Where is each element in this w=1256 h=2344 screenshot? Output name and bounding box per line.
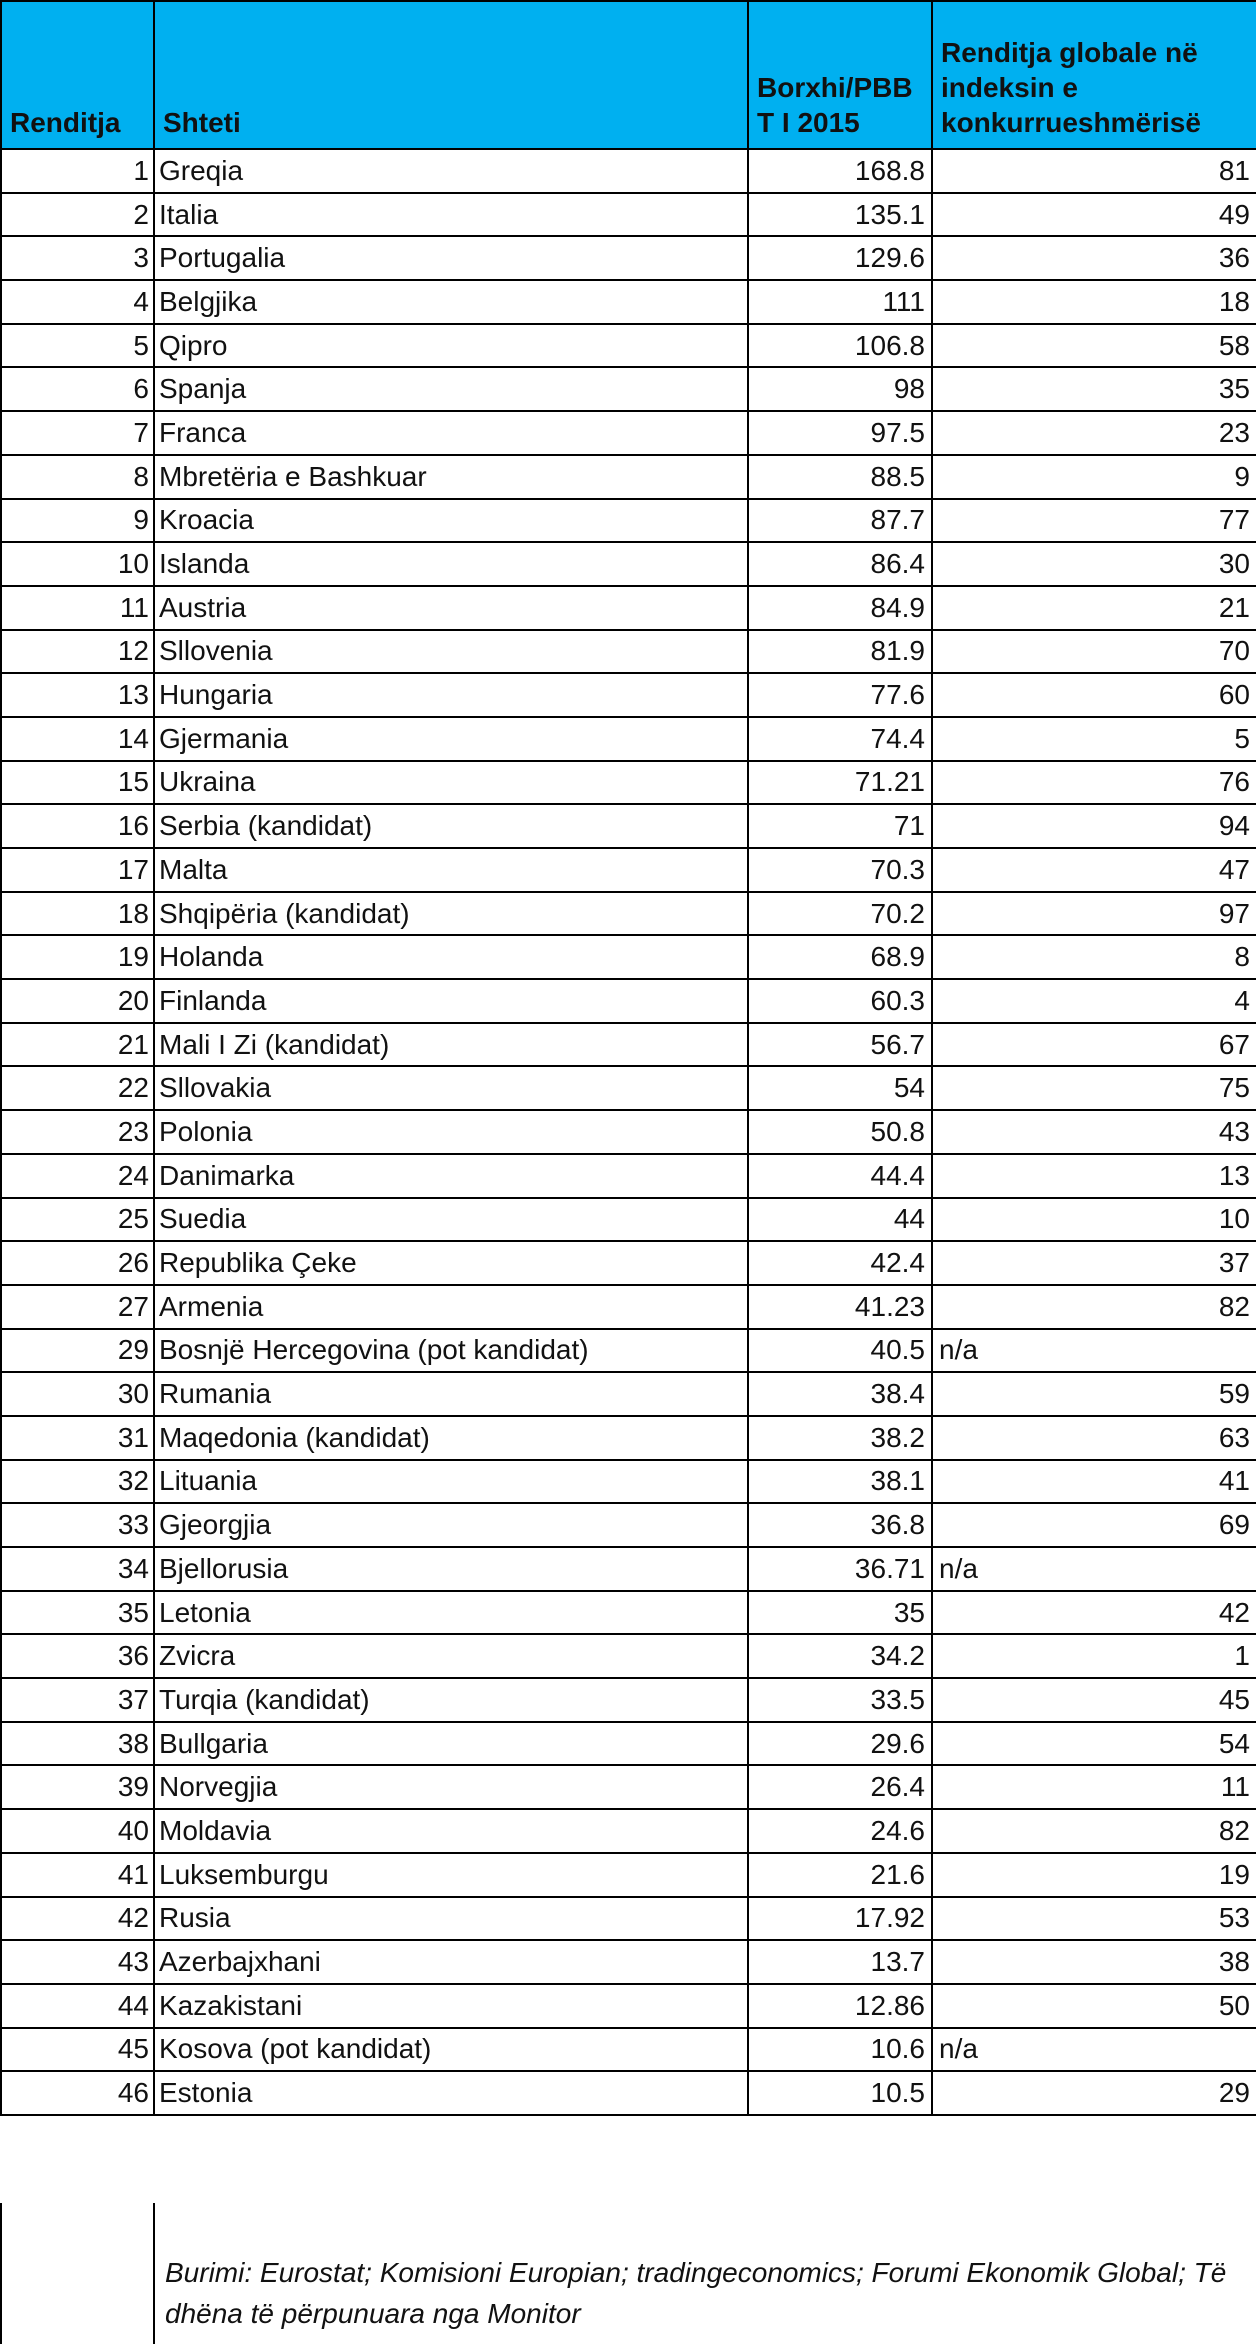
competitiveness-cell[interactable]: 5: [932, 717, 1256, 761]
country-cell[interactable]: Maqedonia (kandidat): [154, 1416, 748, 1460]
table-row: [1, 1285, 1256, 1329]
table-row: [1, 1897, 1256, 1941]
rank-cell[interactable]: 3: [1, 236, 154, 280]
rank-cell[interactable]: 22: [1, 1066, 154, 1110]
country-cell[interactable]: Gjeorgjia: [154, 1503, 748, 1547]
debt-gdp-cell[interactable]: 17.92: [748, 1897, 932, 1941]
competitiveness-cell[interactable]: 82: [932, 1809, 1256, 1853]
competitiveness-cell[interactable]: 11: [932, 1765, 1256, 1809]
competitiveness-cell[interactable]: 18: [932, 280, 1256, 324]
competitiveness-cell[interactable]: 19: [932, 1853, 1256, 1897]
debt-gdp-cell[interactable]: 10.6: [748, 2028, 932, 2072]
debt-gdp-cell[interactable]: 24.6: [748, 1809, 932, 1853]
table-row: [1, 324, 1256, 368]
rank-cell[interactable]: 44: [1, 1984, 154, 2028]
debt-gdp-cell[interactable]: 111: [748, 280, 932, 324]
table-row: [1, 1547, 1256, 1591]
competitiveness-cell[interactable]: 47: [932, 848, 1256, 892]
country-cell[interactable]: Belgjika: [154, 280, 748, 324]
table-row: [1, 1591, 1256, 1635]
table-row: [1, 499, 1256, 543]
debt-gdp-cell[interactable]: 36.71: [748, 1547, 932, 1591]
rank-cell[interactable]: 27: [1, 1285, 154, 1329]
country-cell[interactable]: Kosova (pot kandidat): [154, 2028, 748, 2072]
rank-cell[interactable]: 43: [1, 1940, 154, 1984]
rank-cell[interactable]: 36: [1, 1634, 154, 1678]
competitiveness-cell[interactable]: n/a: [932, 1547, 1256, 1591]
rank-cell[interactable]: 11: [1, 586, 154, 630]
competitiveness-cell[interactable]: 76: [932, 761, 1256, 805]
country-cell[interactable]: Finlanda: [154, 979, 748, 1023]
rank-cell[interactable]: 19: [1, 935, 154, 979]
competitiveness-cell[interactable]: n/a: [932, 1329, 1256, 1373]
debt-gdp-cell[interactable]: 44: [748, 1198, 932, 1242]
country-cell[interactable]: Kroacia: [154, 499, 748, 543]
country-cell[interactable]: Bosnjë Hercegovina (pot kandidat): [154, 1329, 748, 1373]
debt-gdp-cell[interactable]: 13.7: [748, 1940, 932, 1984]
country-cell[interactable]: Republika Çeke: [154, 1241, 748, 1285]
table-row: [1, 804, 1256, 848]
rank-cell[interactable]: 37: [1, 1678, 154, 1722]
rank-cell[interactable]: 41: [1, 1853, 154, 1897]
table-row: [1, 455, 1256, 499]
table-row: [1, 149, 1256, 193]
country-cell[interactable]: Qipro: [154, 324, 748, 368]
debt-gdp-cell[interactable]: 129.6: [748, 236, 932, 280]
table-row: [1, 1329, 1256, 1373]
debt-gdp-cell[interactable]: 106.8: [748, 324, 932, 368]
competitiveness-cell[interactable]: 30: [932, 542, 1256, 586]
country-cell[interactable]: Austria: [154, 586, 748, 630]
country-cell[interactable]: Portugalia: [154, 236, 748, 280]
competitiveness-cell[interactable]: 4: [932, 979, 1256, 1023]
competitiveness-cell[interactable]: 94: [932, 804, 1256, 848]
country-cell[interactable]: Rusia: [154, 1897, 748, 1941]
country-cell[interactable]: Rumania: [154, 1372, 748, 1416]
header-row: [1, 1, 1256, 149]
table-row: [1, 1110, 1256, 1154]
competitiveness-cell[interactable]: 53: [932, 1897, 1256, 1941]
rank-cell[interactable]: 30: [1, 1372, 154, 1416]
competitiveness-cell[interactable]: 45: [932, 1678, 1256, 1722]
competitiveness-cell[interactable]: 38: [932, 1940, 1256, 1984]
table-row: [1, 892, 1256, 936]
table-row: [1, 630, 1256, 674]
competitiveness-cell[interactable]: 42: [932, 1591, 1256, 1635]
competitiveness-cell[interactable]: 58: [932, 324, 1256, 368]
rank-cell[interactable]: 12: [1, 630, 154, 674]
competitiveness-cell[interactable]: 54: [932, 1722, 1256, 1766]
table-row: [1, 717, 1256, 761]
table-row: [1, 979, 1256, 1023]
competitiveness-cell[interactable]: 23: [932, 411, 1256, 455]
country-cell[interactable]: Hungaria: [154, 673, 748, 717]
table-row: [1, 367, 1256, 411]
debt-gdp-cell[interactable]: 40.5: [748, 1329, 932, 1373]
country-cell[interactable]: Serbia (kandidat): [154, 804, 748, 848]
competitiveness-cell[interactable]: 1: [932, 1634, 1256, 1678]
rank-cell[interactable]: 38: [1, 1722, 154, 1766]
debt-gdp-cell[interactable]: 77.6: [748, 673, 932, 717]
competitiveness-cell[interactable]: 8: [932, 935, 1256, 979]
country-cell[interactable]: Suedia: [154, 1198, 748, 1242]
country-cell[interactable]: Zvicra: [154, 1634, 748, 1678]
competitiveness-cell[interactable]: 60: [932, 673, 1256, 717]
footer-note-cell[interactable]: [153, 2203, 1256, 2344]
source-footer: [0, 2203, 1256, 2344]
debt-gdp-cell[interactable]: 35: [748, 1591, 932, 1635]
country-cell[interactable]: Armenia: [154, 1285, 748, 1329]
debt-gdp-cell[interactable]: 50.8: [748, 1110, 932, 1154]
table-row: [1, 2071, 1256, 2115]
country-cell[interactable]: Sllovenia: [154, 630, 748, 674]
source-note: Burimi: Eurostat; Komisioni Europian; tradingeconomics; Forumi Ekonomik Global; Të dhëna të përpunuara nga Monitor: [165, 2257, 1227, 2329]
competitiveness-cell[interactable]: 63: [932, 1416, 1256, 1460]
competitiveness-cell[interactable]: 9: [932, 455, 1256, 499]
table-row: [1, 411, 1256, 455]
country-cell[interactable]: Holanda: [154, 935, 748, 979]
debt-gdp-cell[interactable]: 70.3: [748, 848, 932, 892]
country-cell[interactable]: Franca: [154, 411, 748, 455]
competitiveness-cell[interactable]: 69: [932, 1503, 1256, 1547]
debt-gdp-cell[interactable]: 86.4: [748, 542, 932, 586]
debt-gdp-cell[interactable]: 36.8: [748, 1503, 932, 1547]
country-cell[interactable]: Lituania: [154, 1460, 748, 1504]
debt-gdp-cell[interactable]: 56.7: [748, 1023, 932, 1067]
table-row: [1, 1503, 1256, 1547]
country-cell[interactable]: Danimarka: [154, 1154, 748, 1198]
rank-cell[interactable]: 25: [1, 1198, 154, 1242]
country-cell[interactable]: Bjellorusia: [154, 1547, 748, 1591]
competitiveness-cell[interactable]: 29: [932, 2071, 1256, 2115]
competitiveness-cell[interactable]: 43: [932, 1110, 1256, 1154]
table-row: [1, 935, 1256, 979]
footer-empty-cell[interactable]: [0, 2203, 153, 2344]
table-row: [1, 1984, 1256, 2028]
rank-cell[interactable]: 15: [1, 761, 154, 805]
debt-gdp-cell[interactable]: 10.5: [748, 2071, 932, 2115]
table-row: [1, 1023, 1256, 1067]
debt-gdp-cell[interactable]: 29.6: [748, 1722, 932, 1766]
rank-cell[interactable]: 39: [1, 1765, 154, 1809]
country-cell[interactable]: Gjermania: [154, 717, 748, 761]
debt-gdp-cell[interactable]: 74.4: [748, 717, 932, 761]
country-cell[interactable]: Norvegjia: [154, 1765, 748, 1809]
rank-cell[interactable]: 4: [1, 280, 154, 324]
country-cell[interactable]: Mbretëria e Bashkuar: [154, 455, 748, 499]
debt-gdp-cell[interactable]: 84.9: [748, 586, 932, 630]
debt-gdp-cell[interactable]: 44.4: [748, 1154, 932, 1198]
debt-gdp-cell[interactable]: 168.8: [748, 149, 932, 193]
country-cell[interactable]: Sllovakia: [154, 1066, 748, 1110]
country-cell[interactable]: Greqia: [154, 149, 748, 193]
rank-cell[interactable]: 6: [1, 367, 154, 411]
debt-gdp-cell[interactable]: 33.5: [748, 1678, 932, 1722]
debt-gdp-cell[interactable]: 42.4: [748, 1241, 932, 1285]
rank-cell[interactable]: 23: [1, 1110, 154, 1154]
country-cell[interactable]: Moldavia: [154, 1809, 748, 1853]
competitiveness-cell[interactable]: 21: [932, 586, 1256, 630]
table-row: [1, 586, 1256, 630]
country-cell[interactable]: Bullgaria: [154, 1722, 748, 1766]
debt-gdp-cell[interactable]: 38.4: [748, 1372, 932, 1416]
competitiveness-cell[interactable]: 41: [932, 1460, 1256, 1504]
rank-cell[interactable]: 35: [1, 1591, 154, 1635]
rank-cell[interactable]: 20: [1, 979, 154, 1023]
table-row: [1, 2028, 1256, 2072]
country-cell[interactable]: Kazakistani: [154, 1984, 748, 2028]
competitiveness-cell[interactable]: 49: [932, 193, 1256, 237]
competitiveness-cell[interactable]: 70: [932, 630, 1256, 674]
table-row: [1, 1154, 1256, 1198]
rank-cell[interactable]: 9: [1, 499, 154, 543]
table-row: [1, 848, 1256, 892]
table-row: [1, 193, 1256, 237]
debt-gdp-cell[interactable]: 38.2: [748, 1416, 932, 1460]
country-cell[interactable]: Spanja: [154, 367, 748, 411]
debt-gdp-cell[interactable]: 81.9: [748, 630, 932, 674]
competitiveness-cell[interactable]: 59: [932, 1372, 1256, 1416]
table-body: [1, 149, 1256, 2115]
table-row: [1, 236, 1256, 280]
competitiveness-cell[interactable]: 82: [932, 1285, 1256, 1329]
table-row: [1, 1460, 1256, 1504]
table-row: [1, 1765, 1256, 1809]
rank-cell[interactable]: 33: [1, 1503, 154, 1547]
rank-cell[interactable]: 16: [1, 804, 154, 848]
country-cell[interactable]: Azerbajxhani: [154, 1940, 748, 1984]
country-cell[interactable]: Ukraina: [154, 761, 748, 805]
table-row: [1, 1066, 1256, 1110]
table-row: [1, 1678, 1256, 1722]
table-row: [1, 673, 1256, 717]
header-competitiveness-rank[interactable]: Renditja globale në indeksin e konkurrueshmërisë: [932, 1, 1256, 149]
table-row: [1, 761, 1256, 805]
table-row: [1, 1940, 1256, 1984]
header-country[interactable]: Shteti: [154, 1, 748, 149]
competitiveness-cell[interactable]: 36: [932, 236, 1256, 280]
rank-cell[interactable]: 31: [1, 1416, 154, 1460]
rank-cell[interactable]: 17: [1, 848, 154, 892]
rank-cell[interactable]: 18: [1, 892, 154, 936]
debt-gdp-cell[interactable]: 71: [748, 804, 932, 848]
rank-cell[interactable]: 7: [1, 411, 154, 455]
rank-cell[interactable]: 8: [1, 455, 154, 499]
rank-cell[interactable]: 1: [1, 149, 154, 193]
competitiveness-cell[interactable]: 97: [932, 892, 1256, 936]
rank-cell[interactable]: 5: [1, 324, 154, 368]
table-row: [1, 1853, 1256, 1897]
competitiveness-cell[interactable]: 50: [932, 1984, 1256, 2028]
rank-cell[interactable]: 13: [1, 673, 154, 717]
country-cell[interactable]: Luksemburgu: [154, 1853, 748, 1897]
debt-gdp-cell[interactable]: 12.86: [748, 1984, 932, 2028]
debt-gdp-cell[interactable]: 54: [748, 1066, 932, 1110]
debt-gdp-cell[interactable]: 97.5: [748, 411, 932, 455]
competitiveness-cell[interactable]: 81: [932, 149, 1256, 193]
rank-cell[interactable]: 14: [1, 717, 154, 761]
debt-gdp-cell[interactable]: 38.1: [748, 1460, 932, 1504]
country-cell[interactable]: Italia: [154, 193, 748, 237]
competitiveness-cell[interactable]: 67: [932, 1023, 1256, 1067]
country-cell[interactable]: Malta: [154, 848, 748, 892]
rank-cell[interactable]: 34: [1, 1547, 154, 1591]
country-cell[interactable]: Islanda: [154, 542, 748, 586]
debt-gdp-cell[interactable]: 41.23: [748, 1285, 932, 1329]
country-cell[interactable]: Mali I Zi (kandidat): [154, 1023, 748, 1067]
table-row: [1, 1372, 1256, 1416]
debt-gdp-cell[interactable]: 26.4: [748, 1765, 932, 1809]
rank-cell[interactable]: 26: [1, 1241, 154, 1285]
competitiveness-cell[interactable]: 75: [932, 1066, 1256, 1110]
debt-gdp-cell[interactable]: 21.6: [748, 1853, 932, 1897]
debt-gdp-cell[interactable]: 68.9: [748, 935, 932, 979]
competitiveness-cell[interactable]: n/a: [932, 2028, 1256, 2072]
competitiveness-cell[interactable]: 35: [932, 367, 1256, 411]
rank-cell[interactable]: 29: [1, 1329, 154, 1373]
table-row: [1, 542, 1256, 586]
country-cell[interactable]: Letonia: [154, 1591, 748, 1635]
table-row: [1, 1198, 1256, 1242]
rank-cell[interactable]: 32: [1, 1460, 154, 1504]
header-rank[interactable]: Renditja: [1, 1, 154, 149]
table-row: [1, 1416, 1256, 1460]
debt-gdp-cell[interactable]: 87.7: [748, 499, 932, 543]
debt-gdp-cell[interactable]: 34.2: [748, 1634, 932, 1678]
debt-gdp-cell[interactable]: 70.2: [748, 892, 932, 936]
rank-cell[interactable]: 2: [1, 193, 154, 237]
table-row: [1, 1809, 1256, 1853]
rank-cell[interactable]: 42: [1, 1897, 154, 1941]
competitiveness-cell[interactable]: 10: [932, 1198, 1256, 1242]
table-row: [1, 1634, 1256, 1678]
country-cell[interactable]: Turqia (kandidat): [154, 1678, 748, 1722]
rank-cell[interactable]: 10: [1, 542, 154, 586]
rank-cell[interactable]: 40: [1, 1809, 154, 1853]
header-debt-gdp[interactable]: Borxhi/PBB T I 2015: [748, 1, 932, 149]
competitiveness-cell[interactable]: 37: [932, 1241, 1256, 1285]
table-row: [1, 280, 1256, 324]
debt-gdp-cell[interactable]: 98: [748, 367, 932, 411]
debt-gdp-cell[interactable]: 135.1: [748, 193, 932, 237]
table-row: [1, 1241, 1256, 1285]
country-cell[interactable]: Shqipëria (kandidat): [154, 892, 748, 936]
rank-cell[interactable]: 45: [1, 2028, 154, 2072]
rank-cell[interactable]: 46: [1, 2071, 154, 2115]
competitiveness-cell[interactable]: 77: [932, 499, 1256, 543]
competitiveness-cell[interactable]: 13: [932, 1154, 1256, 1198]
debt-gdp-cell[interactable]: 71.21: [748, 761, 932, 805]
debt-gdp-cell[interactable]: 88.5: [748, 455, 932, 499]
table-header: [1, 1, 1256, 149]
table-row: [1, 1722, 1256, 1766]
rank-cell[interactable]: 21: [1, 1023, 154, 1067]
country-cell[interactable]: Polonia: [154, 1110, 748, 1154]
country-cell[interactable]: Estonia: [154, 2071, 748, 2115]
rank-cell[interactable]: 24: [1, 1154, 154, 1198]
debt-gdp-cell[interactable]: 60.3: [748, 979, 932, 1023]
